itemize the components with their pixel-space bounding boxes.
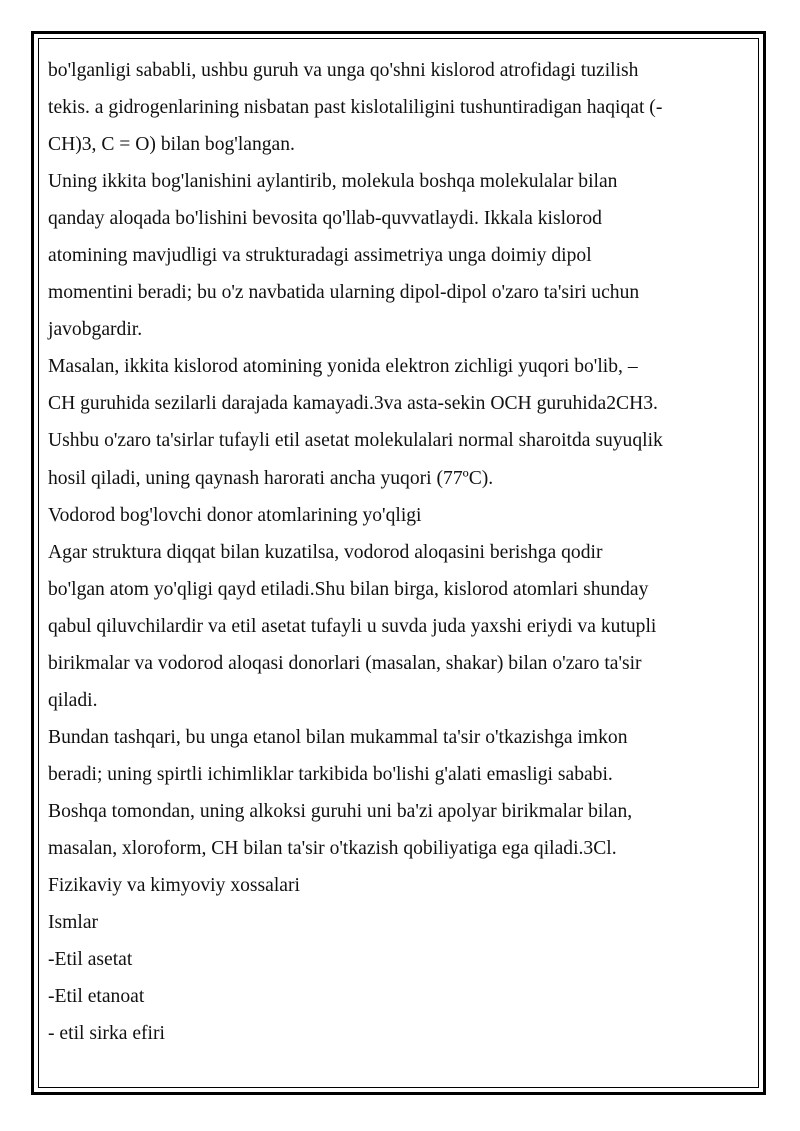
text-line: CH)3, C = O) bilan bog'langan. [48, 134, 295, 156]
text-line: javobgardir. [48, 319, 143, 341]
text-line: Agar struktura diqqat bilan kuzatilsa, vodorod aloqasini berishga qodir [48, 541, 603, 563]
text-line: Masalan, ikkita kislorod atomining yonida elektron zichligi yuqori bo'lib, – [48, 356, 638, 378]
section-heading: Fizikaviy va kimyoviy xossalari [48, 875, 300, 897]
text-line: birikmalar va vodorod aloqasi donorlari (masalan, shakar) bilan o'zaro ta'sir [48, 652, 642, 674]
document-body [48, 52, 748, 1052]
text-line: beradi; uning spirtli ichimliklar tarkibida bo'lishi g'alati emasligi sababi. [48, 763, 613, 785]
list-item: - etil sirka efiri [48, 1023, 165, 1045]
list-item: -Etil asetat [48, 949, 133, 971]
text-line: hosil qiladi, uning qaynash harorati ancha yuqori (77ºC). [48, 467, 494, 489]
text-line: momentini beradi; bu o'z navbatida ularning dipol-dipol o'zaro ta'siri uchun [48, 282, 640, 304]
text-line: qabul qiluvchilardir va etil asetat tufayli u suvda juda yaxshi eriydi va kutupli [48, 615, 657, 637]
section-heading: Vodorod bog'lovchi donor atomlarining yo'qligi [48, 504, 422, 526]
text-line: Ushbu o'zaro ta'sirlar tufayli etil asetat molekulalari normal sharoitda suyuqlik [48, 430, 663, 452]
text-line: qanday aloqada bo'lishini bevosita qo'llab-quvvatlaydi. Ikkala kislorod [48, 208, 602, 230]
text-line: tekis. a gidrogenlarining nisbatan past kislotaliligini tushuntiradigan haqiqat (- [48, 97, 663, 119]
text-line: masalan, xloroform, CH bilan ta'sir o'tkazish qobiliyatiga ega qiladi.3Cl. [48, 837, 617, 859]
text-line: bo'lgan atom yo'qligi qayd etiladi.Shu bilan birga, kislorod atomlari shunday [48, 578, 649, 600]
text-line: Boshqa tomondan, uning alkoksi guruhi uni ba'zi apolyar birikmalar bilan, [48, 800, 633, 822]
text-line: Bundan tashqari, bu unga etanol bilan mukammal ta'sir o'tkazishga imkon [48, 726, 628, 748]
text-line: CH guruhida sezilarli darajada kamayadi.3va asta-sekin OCH guruhida2CH3. [48, 393, 658, 415]
subheading: Ismlar [48, 912, 99, 934]
list-item: -Etil etanoat [48, 986, 145, 1008]
text-line: Uning ikkita bog'lanishini aylantirib, molekula boshqa molekulalar bilan [48, 171, 618, 193]
text-line: atomining mavjudligi va strukturadagi assimetriya unga doimiy dipol [48, 245, 592, 267]
text-line: bo'lganligi sababli, ushbu guruh va unga qo'shni kislorod atrofidagi tuzilish [48, 60, 639, 81]
text-line: qiladi. [48, 689, 98, 711]
